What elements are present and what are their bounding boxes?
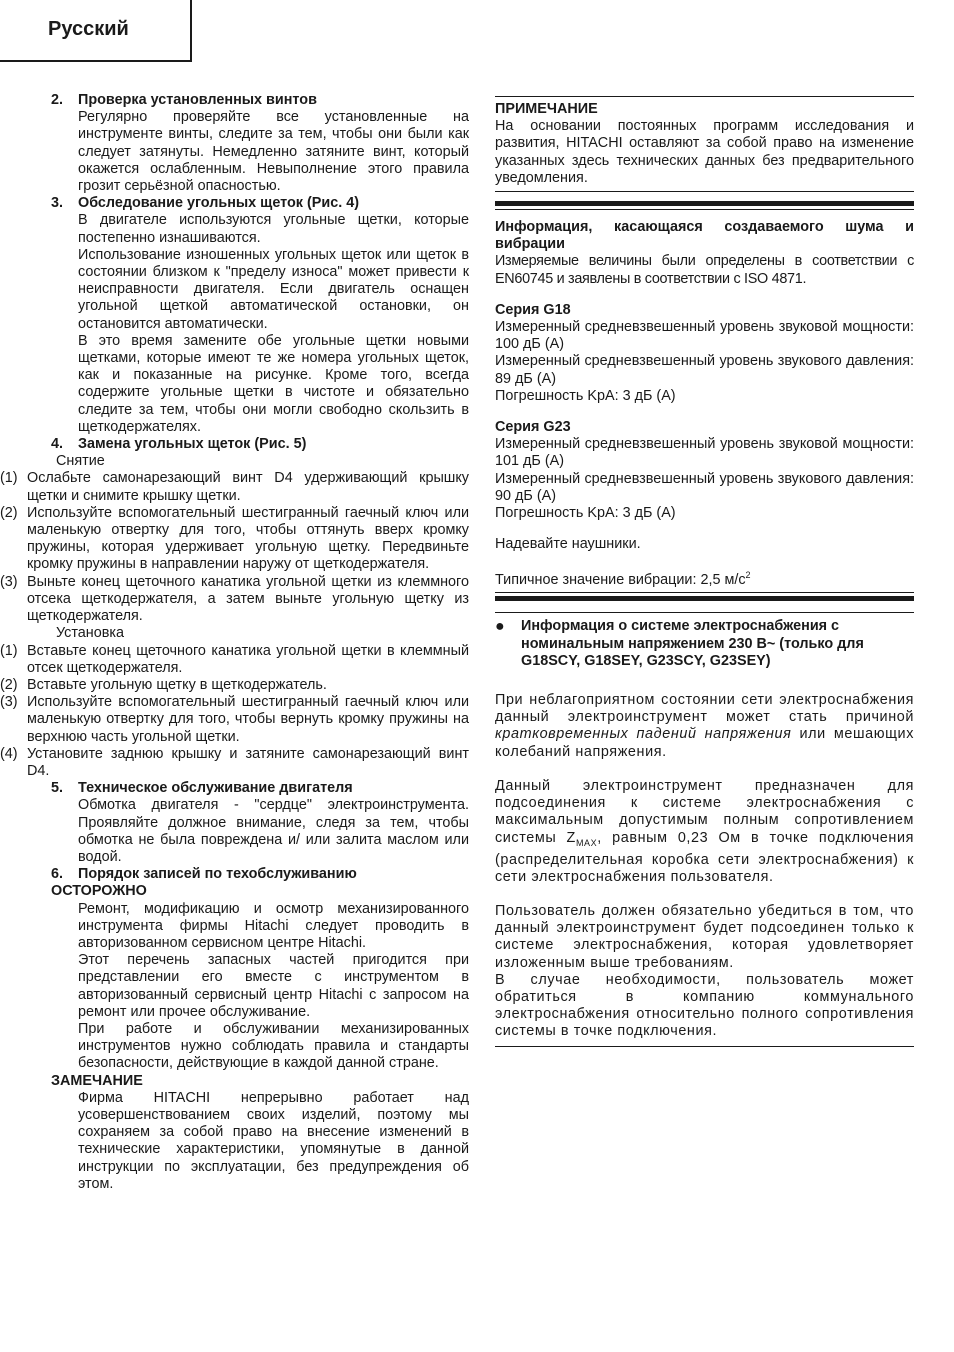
vibration-text: Типичное значение вибрации: 2,5 $м/с^2$	[495, 570, 751, 589]
bullet-icon: ●	[495, 618, 505, 636]
section-title: Замена угольных щеток (Рис. 5)	[78, 436, 307, 453]
list-item: (3) Выньте конец щеточного канатика угольной щетки из клеммного отсека щеткодержателя, а затем выньте угольную щетку из щеткодержателя.	[0, 573, 469, 625]
note-text: На основании постоянных программ исследования и развития, HITACHI оставляют за собой право на изменение указанных здесь технических данных без предварительного уведомления.	[495, 118, 914, 186]
section-3-para-1: В двигателе используются угольные щетки, которые постепенно изнашиваются.	[78, 212, 469, 246]
section-number: 3.	[51, 195, 64, 212]
spacer	[495, 405, 914, 419]
section-number: 5.	[51, 780, 64, 797]
spacer	[495, 886, 914, 903]
spacer	[495, 553, 914, 567]
section-title: Обследование угольных щеток (Рис. 4)	[78, 195, 360, 212]
section-title: Проверка установленных винтов	[78, 92, 317, 108]
list-item: (1) Вставьте конец щеточного канатика угольной щетки в клеммный отсек щеткодержателя.	[0, 642, 469, 676]
section-2-heading	[51, 92, 469, 109]
g23-heading: Серия G23	[495, 419, 571, 436]
spacer	[495, 288, 914, 302]
power-title: Информация о системе электроснабжения с номинальным напряжением 230 В~ (только для G18SCY, G18SEY, G23SCY, G23SEY)	[521, 618, 864, 669]
section-2-text: Регулярно проверяйте все установленные на инструменте винты, следите за тем, чтобы они были как следует затянуты. Немедленно затяните винт, который окажется ослабленным. Невыполнение этого правила грозит серьёзной опасностью.	[78, 109, 469, 195]
noise-intro: Измеряемые величины были определены в соответствии с EN60745 и заявлены в соответствии с ISO 4871.	[495, 253, 914, 287]
section-5-heading	[51, 780, 469, 797]
section-number: 4.	[51, 436, 64, 453]
list-item: (1) Ослабьте самонарезающий винт D4 удерживающий крышку щетки и снимите крышку щетки.	[0, 470, 469, 504]
remark-text: Фирма HITACHI непрерывно работает над усовершенствованием своих изделий, поэтому мы сохраняем за собой право на внесение изменений в технические характеристики, упомянутые в данной инструкции по эксплуатации, без предупреждения об этом.	[78, 1089, 469, 1192]
language-label: Русский	[48, 18, 129, 40]
right-column	[495, 96, 914, 1047]
g18-line: Измеренный средневзвешенный уровень звукового давления: 89 дБ (А)	[495, 353, 914, 387]
section-title: Порядок записей по техобслуживанию	[78, 866, 357, 883]
list-item: (2) Вставьте угольную щетку в щеткодержатель.	[0, 676, 327, 693]
g23-line: Измеренный средневзвешенный уровень звукового давления: 90 дБ (А)	[495, 470, 914, 504]
list-item: (2) Используйте вспомогательный шестигранный гаечный ключ или маленькую отвертку для того, чтобы оттянуть вверх кромку пружины, которая удерживает угольную щетку. Передвиньте кромку пружины в направлении наружу от щеткодержателя.	[0, 504, 469, 573]
list-item: (3) Используйте вспомогательный шестигранный гаечный ключ или маленькую отвертку для того, чтобы вернуть кромку пружины на верхнюю часть угольной щетки.	[0, 694, 469, 745]
spacer	[495, 761, 914, 778]
caution-heading: ОСТОРОЖНО	[51, 883, 147, 900]
section-6-heading	[51, 866, 469, 883]
g18-line: Измеренный средневзвешенный уровень звуковой мощности: 100 дБ (А)	[495, 319, 914, 353]
g23-line: Измеренный средневзвешенный уровень звуковой мощности: 101 дБ (А)	[495, 436, 914, 470]
section-3-heading	[51, 195, 469, 212]
language-tab	[0, 0, 192, 62]
divider	[495, 96, 914, 97]
divider	[495, 191, 914, 192]
divider	[495, 592, 914, 593]
left-column	[0, 92, 469, 1193]
section-6-para-3: При работе и обслуживании механизированных инструментов нужно соблюдать правила и стандарты безопасности, действующие в каждой данной стране.	[78, 1020, 469, 1072]
section-3-para-3: В это время замените обе угольные щетки новыми щетками, которые имеют те же номера угольных щеток, как и показанные на рисунке. Кроме того, всегда содержите угольные щетки в чистоте и обязательно следите за тем, чтобы они могли свободно скользить в щеткодержателях.	[78, 332, 469, 435]
divider	[495, 209, 914, 210]
section-5-text: Обмотка двигателя - "сердце" электроинструмента. Проявляйте должное внимание, следя за тем, чтобы обмотка не была повреждена и/ или залита маслом или водой.	[78, 797, 469, 865]
section-number: 2.	[51, 92, 64, 108]
power-heading	[495, 618, 914, 670]
note-heading: ПРИМЕЧАНИЕ	[495, 101, 598, 117]
removal-list	[0, 470, 469, 625]
section-title: Техническое обслуживание двигателя	[78, 780, 353, 797]
section-number: 6.	[51, 866, 64, 883]
ear-protection-text: Надевайте наушники.	[495, 536, 641, 553]
power-para-1: При неблагоприятном состоянии сети электроснабжения данный электроинструмент может стать причиной кратковременных падений напряжения или мешающих колебаний напряжения.	[495, 692, 914, 760]
g18-line: Погрешность KpA: 3 дБ (А)	[495, 387, 676, 404]
remark-heading: ЗАМЕЧАНИЕ	[51, 1072, 143, 1089]
section-3-para-2: Использование изношенных угольных щеток или щеток в состоянии близком к "пределу износа" может привести к неисправности двигателя. Если двигатель оснащен угольной щеткой автоматической остановки, он остановится автоматически.	[78, 246, 469, 332]
removal-subheading: Снятие	[56, 453, 105, 470]
list-item: (4) Установите заднюю крышку и затяните самонарезающий винт D4.	[0, 745, 469, 779]
section-6-para-1: Ремонт, модификацию и осмотр механизированного инструмента фирмы Hitachi следует проводить в авторизованном сервисном центре Hitachi.	[78, 900, 469, 951]
section-4-heading	[51, 436, 469, 453]
noise-heading: Информация, касающаяся создаваемого шума и вибрации	[495, 219, 914, 253]
spacer	[495, 522, 914, 536]
power-para-3: Пользователь должен обязательно убедиться в том, что данный электроинструмент будет подсоединен только к системе электроснабжения, которая удовлетворяет изложенным выше требованиям.	[495, 902, 914, 971]
divider	[495, 612, 914, 613]
install-subheading: Установка	[56, 625, 125, 642]
g18-heading: Серия G18	[495, 301, 571, 318]
section-6-para-2: Этот перечень запасных частей пригодится при представлении его вместе с инструментом в авторизованный сервисный центр Hitachi с запросом на ремонт или прочее обслуживание.	[78, 952, 469, 1020]
spacer	[495, 670, 914, 692]
thick-divider	[495, 201, 914, 206]
g23-line: Погрешность KpA: 3 дБ (А)	[495, 505, 676, 522]
thick-divider	[495, 596, 914, 601]
power-para-4: В случае необходимости, пользователь может обратиться в компанию коммунального электроснабжения относительно полного сопротивления системы в точке подключения.	[495, 971, 914, 1040]
power-para-2: Данный электроинструмент предназначен для подсоединения к системе электроснабжения с максимальным допустимым полным сопротивлением системы $Z_{MAX}$, равным 0,23 Ом в точке подключения (распределительная коробка сети электроснабжения) к сети электроснабжения пользователя.	[495, 777, 914, 885]
install-list	[0, 642, 469, 781]
divider	[495, 1046, 914, 1047]
